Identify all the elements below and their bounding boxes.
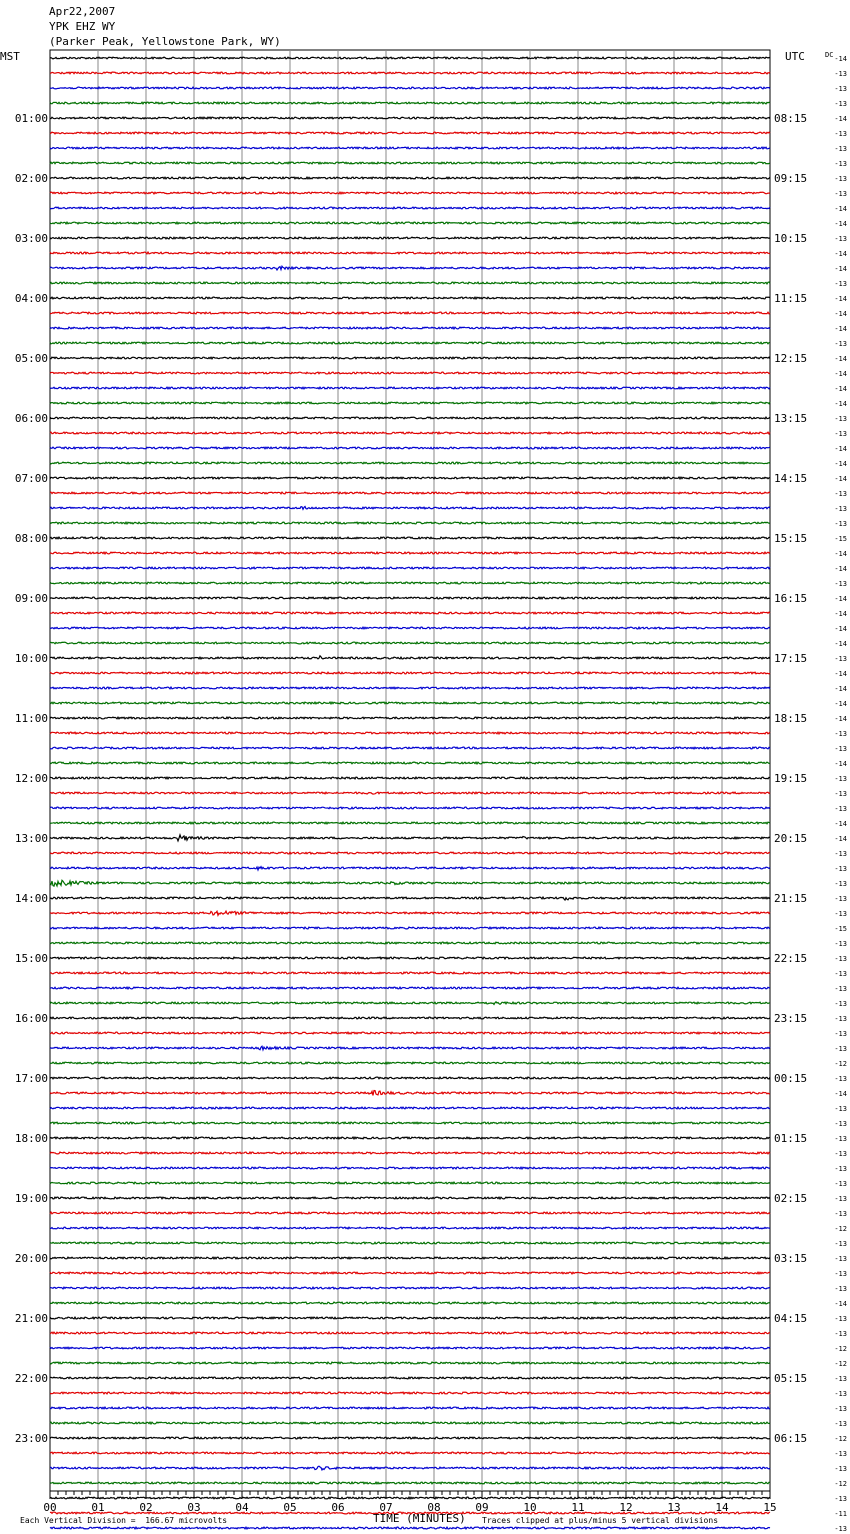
dc-offset-label: -13 (834, 1180, 847, 1188)
dc-offset-label: -12 (834, 1345, 847, 1353)
dc-offset-label: -13 (834, 70, 847, 78)
dc-offset-label: -13 (834, 745, 847, 753)
x-tick-label: 15 (763, 1501, 777, 1514)
seismic-trace (50, 1091, 770, 1096)
seismic-trace (50, 612, 770, 614)
dc-offset-label: -13 (834, 1030, 847, 1038)
dc-offset-label: -13 (834, 805, 847, 813)
utc-hour-label: 05:15 (774, 1372, 808, 1385)
seismic-trace (50, 972, 770, 974)
seismic-trace (50, 117, 770, 119)
dc-offset-label: -13 (834, 490, 847, 498)
seismic-trace (50, 177, 770, 179)
dc-offset-label: -13 (834, 1495, 847, 1503)
dc-offset-label: -13 (834, 910, 847, 918)
mst-hour-label: 18:00 (14, 1132, 48, 1145)
dc-offset-label: -14 (834, 475, 847, 483)
seismic-trace (50, 1017, 770, 1019)
utc-hour-label: 10:15 (774, 232, 808, 245)
seismic-trace (50, 282, 770, 284)
x-tick-label: 01 (91, 1501, 105, 1514)
seismic-trace (50, 312, 770, 314)
seismic-trace (50, 207, 770, 209)
x-tick-label: 03 (187, 1501, 201, 1514)
plot-frame (50, 50, 770, 1491)
seismic-trace (50, 552, 770, 554)
dc-offset-label: -14 (834, 715, 847, 723)
dc-offset-label: -11 (834, 1510, 847, 1518)
utc-hour-label: 08:15 (774, 112, 808, 125)
seismic-trace (50, 762, 770, 764)
dc-offset-label: -13 (834, 415, 847, 423)
seismic-trace (50, 1227, 770, 1229)
dc-offset-label: -13 (834, 1000, 847, 1008)
dc-offset-label: -14 (834, 550, 847, 558)
seismic-trace (50, 1242, 770, 1244)
seismic-trace (50, 162, 770, 164)
dc-offset-label: -13 (834, 175, 847, 183)
seismic-trace (50, 432, 770, 434)
seismic-trace (50, 1392, 770, 1394)
seismic-trace (50, 477, 770, 479)
mst-hour-label: 20:00 (14, 1252, 48, 1265)
dc-offset-label: -14 (834, 115, 847, 123)
seismic-trace (50, 687, 770, 689)
seismic-trace (50, 807, 770, 809)
seismic-trace (50, 342, 770, 344)
dc-offset-label: -13 (834, 775, 847, 783)
seismic-trace (50, 582, 770, 584)
utc-hour-label: 19:15 (774, 772, 808, 785)
seismic-trace (50, 747, 770, 749)
utc-hour-label: 17:15 (774, 652, 808, 665)
mst-hour-label: 03:00 (14, 232, 48, 245)
utc-hour-label: 23:15 (774, 1012, 808, 1025)
dc-offset-label: -13 (834, 865, 847, 873)
seismic-trace (50, 1527, 770, 1529)
dc-offset-label: -13 (834, 970, 847, 978)
dc-offset-label: -13 (834, 730, 847, 738)
seismic-trace (50, 835, 770, 841)
dc-offset-label: -14 (834, 565, 847, 573)
mst-hour-label: 19:00 (14, 1192, 48, 1205)
mst-hour-label: 08:00 (14, 532, 48, 545)
dc-offset-label: -13 (834, 1390, 847, 1398)
seismic-trace (50, 702, 770, 704)
seismic-trace (50, 852, 770, 854)
dc-offset-label: -13 (834, 655, 847, 663)
dc-offset-label: -14 (834, 760, 847, 768)
mst-hour-label: 01:00 (14, 112, 48, 125)
dc-offset-label: -14 (834, 460, 847, 468)
x-tick-label: 05 (283, 1501, 297, 1514)
mst-hour-label: 11:00 (14, 712, 48, 725)
mst-hour-label: 21:00 (14, 1312, 48, 1325)
dc-offset-label: -12 (834, 1360, 847, 1368)
seismic-trace (50, 880, 770, 886)
seismic-trace (50, 567, 770, 569)
seismic-trace (50, 1122, 770, 1124)
dc-offset-label: -14 (834, 400, 847, 408)
seismic-trace (50, 1107, 770, 1109)
dc-offset-label: -13 (834, 955, 847, 963)
dc-offset-label: -13 (834, 1075, 847, 1083)
utc-hour-label: 00:15 (774, 1072, 808, 1085)
dc-offset-label: -14 (834, 205, 847, 213)
seismic-trace (50, 266, 770, 270)
seismic-trace (50, 507, 770, 510)
dc-offset-label: -13 (834, 1045, 847, 1053)
dc-offset-label: -15 (834, 925, 847, 933)
seismic-trace (50, 372, 770, 374)
seismic-trace (50, 1497, 770, 1499)
seismic-trace (50, 1137, 770, 1139)
dc-offset-label: -13 (834, 340, 847, 348)
dc-offset-label: -14 (834, 610, 847, 618)
mst-hour-label: 13:00 (14, 832, 48, 845)
dc-offset-label: -14 (834, 445, 847, 453)
utc-hour-label: 20:15 (774, 832, 808, 845)
utc-hour-label: 11:15 (774, 292, 808, 305)
dc-offset-label: -13 (834, 1255, 847, 1263)
dc-offset-label: -13 (834, 850, 847, 858)
seismic-trace (50, 417, 770, 419)
x-tick-label: 09 (475, 1501, 489, 1514)
mst-hour-label: 22:00 (14, 1372, 48, 1385)
dc-offset-label: -12 (834, 1060, 847, 1068)
dc-offset-label: -14 (834, 310, 847, 318)
dc-offset-label: -13 (834, 1330, 847, 1338)
seismic-trace (50, 1407, 770, 1409)
seismic-trace (50, 867, 770, 870)
seismic-trace (50, 1077, 770, 1079)
dc-offset-label: -13 (834, 130, 847, 138)
seismic-trace (50, 672, 770, 674)
seismic-trace (50, 1257, 770, 1259)
seismic-trace (50, 1062, 770, 1064)
dc-offset-label: -13 (834, 190, 847, 198)
dc-offset-label: -13 (834, 505, 847, 513)
dc-offset-label: -13 (834, 1120, 847, 1128)
seismic-trace (50, 1347, 770, 1349)
dc-offset-label: -13 (834, 1420, 847, 1428)
seismic-trace (50, 102, 770, 104)
dc-offset-label: -14 (834, 325, 847, 333)
mst-hour-label: 23:00 (14, 1432, 48, 1445)
x-axis-title: TIME (MINUTES) (373, 1512, 466, 1525)
seismic-trace (50, 1167, 770, 1169)
utc-hour-label: 03:15 (774, 1252, 808, 1265)
dc-offset-label: -13 (834, 1015, 847, 1023)
seismic-trace (50, 1422, 770, 1424)
utc-hour-label: 09:15 (774, 172, 808, 185)
footer-scale-note: Each Vertical Division = 166.67 microvolts (20, 1516, 228, 1525)
seismic-trace (50, 1212, 770, 1214)
seismic-trace (50, 72, 770, 74)
seismic-trace (50, 252, 770, 254)
seismic-trace (50, 642, 770, 644)
x-tick-label: 07 (379, 1501, 393, 1514)
utc-hour-label: 16:15 (774, 592, 808, 605)
seismic-trace (50, 822, 770, 824)
x-tick-label: 04 (235, 1501, 249, 1514)
dc-offset-label: -13 (834, 430, 847, 438)
dc-offset-label: -12 (834, 1225, 847, 1233)
seismic-trace (50, 927, 770, 929)
dc-offset-label: -14 (834, 220, 847, 228)
dc-offset-label: -13 (834, 280, 847, 288)
mst-hour-label: 15:00 (14, 952, 48, 965)
dc-offset-label: -14 (834, 370, 847, 378)
x-tick-label: 06 (331, 1501, 345, 1514)
seismic-trace (50, 792, 770, 794)
seismic-trace (50, 717, 770, 719)
seismic-trace (50, 777, 770, 779)
seismic-trace (50, 911, 770, 915)
dc-offset-label: -13 (834, 880, 847, 888)
dc-offset-label: -14 (834, 355, 847, 363)
footer-clip-note: Traces clipped at plus/minus 5 vertical divisions (482, 1516, 719, 1525)
seismic-trace (50, 327, 770, 329)
seismic-trace (50, 357, 770, 359)
dc-offset-label: -13 (834, 1165, 847, 1173)
dc-offset-label: -14 (834, 625, 847, 633)
left-axis-label: MST (0, 50, 20, 63)
x-tick-label: 10 (523, 1501, 537, 1514)
dc-offset-label: -14 (834, 55, 847, 63)
dc-offset-label: -13 (834, 1315, 847, 1323)
header-station: YPK EHZ WY (49, 20, 116, 33)
dc-label: DC (825, 51, 834, 59)
seismic-trace (50, 1362, 770, 1364)
dc-offset-label: -13 (834, 85, 847, 93)
mst-hour-label: 12:00 (14, 772, 48, 785)
dc-offset-label: -15 (834, 535, 847, 543)
seismic-trace (50, 222, 770, 224)
seismic-trace (50, 1466, 770, 1470)
utc-hour-label: 06:15 (774, 1432, 808, 1445)
right-axis-label: UTC (785, 50, 805, 63)
dc-offset-label: -13 (834, 1195, 847, 1203)
dc-offset-label: -13 (834, 1465, 847, 1473)
mst-hour-label: 17:00 (14, 1072, 48, 1085)
seismic-trace (50, 522, 770, 524)
dc-offset-label: -13 (834, 160, 847, 168)
seismic-trace (50, 656, 770, 659)
mst-hour-label: 14:00 (14, 892, 48, 905)
seismic-trace (50, 447, 770, 449)
dc-offset-label: -13 (834, 985, 847, 993)
x-tick-label: 13 (667, 1501, 681, 1514)
dc-offset-label: -14 (834, 1090, 847, 1098)
dc-offset-label: -14 (834, 835, 847, 843)
seismic-trace (50, 1287, 770, 1289)
header-location: (Parker Peak, Yellowstone Park, WY) (49, 35, 281, 48)
seismic-trace (50, 1377, 770, 1379)
dc-offset-label: -14 (834, 820, 847, 828)
dc-offset-label: -13 (834, 100, 847, 108)
mst-hour-label: 07:00 (14, 472, 48, 485)
seismic-trace (50, 957, 770, 959)
seismic-trace (50, 237, 770, 239)
dc-offset-label: -13 (834, 1450, 847, 1458)
seismic-trace (50, 732, 770, 734)
x-tick-label: 02 (139, 1501, 153, 1514)
seismic-trace (50, 1302, 770, 1304)
utc-hour-label: 01:15 (774, 1132, 808, 1145)
dc-offset-label: -13 (834, 1285, 847, 1293)
dc-offset-label: -14 (834, 1300, 847, 1308)
seismic-trace (50, 987, 770, 989)
dc-offset-label: -13 (834, 580, 847, 588)
dc-offset-label: -13 (834, 1150, 847, 1158)
seismic-trace (50, 1437, 770, 1439)
mst-hour-label: 09:00 (14, 592, 48, 605)
seismic-trace (50, 1272, 770, 1274)
seismic-trace (50, 1332, 770, 1334)
seismic-trace (50, 1452, 770, 1454)
dc-offset-label: -13 (834, 1525, 847, 1533)
dc-offset-label: -13 (834, 520, 847, 528)
utc-hour-label: 22:15 (774, 952, 808, 965)
seismic-trace (50, 1046, 770, 1050)
dc-offset-label: -13 (834, 1240, 847, 1248)
header-date: Apr22,2007 (49, 5, 116, 18)
utc-hour-label: 15:15 (774, 532, 808, 545)
utc-hour-label: 12:15 (774, 352, 808, 365)
dc-offset-label: -12 (834, 1480, 847, 1488)
seismic-trace (50, 1317, 770, 1319)
utc-hour-label: 14:15 (774, 472, 808, 485)
dc-offset-label: -13 (834, 1375, 847, 1383)
seismic-trace (50, 492, 770, 494)
dc-offset-label: -13 (834, 1105, 847, 1113)
mst-hour-label: 04:00 (14, 292, 48, 305)
mst-hour-label: 10:00 (14, 652, 48, 665)
seismic-trace (50, 897, 770, 900)
seismic-trace (50, 1482, 770, 1484)
x-tick-label: 00 (43, 1501, 57, 1514)
dc-offset-label: -14 (834, 250, 847, 258)
dc-offset-label: -14 (834, 700, 847, 708)
seismic-trace (50, 1152, 770, 1154)
dc-offset-label: -13 (834, 145, 847, 153)
dc-offset-label: -13 (834, 1210, 847, 1218)
dc-offset-label: -12 (834, 1435, 847, 1443)
utc-hour-label: 02:15 (774, 1192, 808, 1205)
seismic-trace (50, 537, 770, 539)
dc-offset-label: -14 (834, 385, 847, 393)
mst-hour-label: 05:00 (14, 352, 48, 365)
utc-hour-label: 21:15 (774, 892, 808, 905)
dc-offset-label: -14 (834, 685, 847, 693)
dc-offset-label: -13 (834, 1270, 847, 1278)
dc-offset-label: -13 (834, 940, 847, 948)
seismic-trace (50, 1182, 770, 1184)
utc-hour-label: 13:15 (774, 412, 808, 425)
x-tick-label: 14 (715, 1501, 729, 1514)
seismic-trace (50, 297, 770, 299)
seismic-trace (50, 597, 770, 599)
dc-offset-label: -14 (834, 670, 847, 678)
mst-hour-label: 16:00 (14, 1012, 48, 1025)
dc-offset-label: -14 (834, 295, 847, 303)
seismic-trace (50, 132, 770, 134)
seismic-trace (50, 1197, 770, 1199)
dc-offset-label: -14 (834, 595, 847, 603)
utc-hour-label: 04:15 (774, 1312, 808, 1325)
seismic-trace (50, 402, 770, 404)
seismic-trace (50, 147, 770, 149)
seismic-trace (50, 1002, 770, 1005)
dc-offset-label: -13 (834, 235, 847, 243)
x-tick-label: 08 (427, 1501, 441, 1514)
dc-offset-label: -14 (834, 640, 847, 648)
mst-hour-label: 02:00 (14, 172, 48, 185)
seismic-trace (50, 942, 770, 944)
x-tick-label: 11 (571, 1501, 585, 1514)
seismic-trace (50, 57, 770, 59)
dc-offset-label: -13 (834, 1135, 847, 1143)
seismic-trace (50, 1032, 770, 1034)
seismic-trace (50, 87, 770, 89)
seismic-trace (50, 627, 770, 629)
mst-hour-label: 06:00 (14, 412, 48, 425)
dc-offset-label: -13 (834, 1405, 847, 1413)
dc-offset-label: -13 (834, 895, 847, 903)
dc-offset-label: -14 (834, 265, 847, 273)
seismic-trace (50, 387, 770, 389)
seismic-trace (50, 462, 770, 464)
seismic-trace (50, 192, 770, 194)
utc-hour-label: 18:15 (774, 712, 808, 725)
dc-offset-label: -13 (834, 790, 847, 798)
x-tick-label: 12 (619, 1501, 633, 1514)
